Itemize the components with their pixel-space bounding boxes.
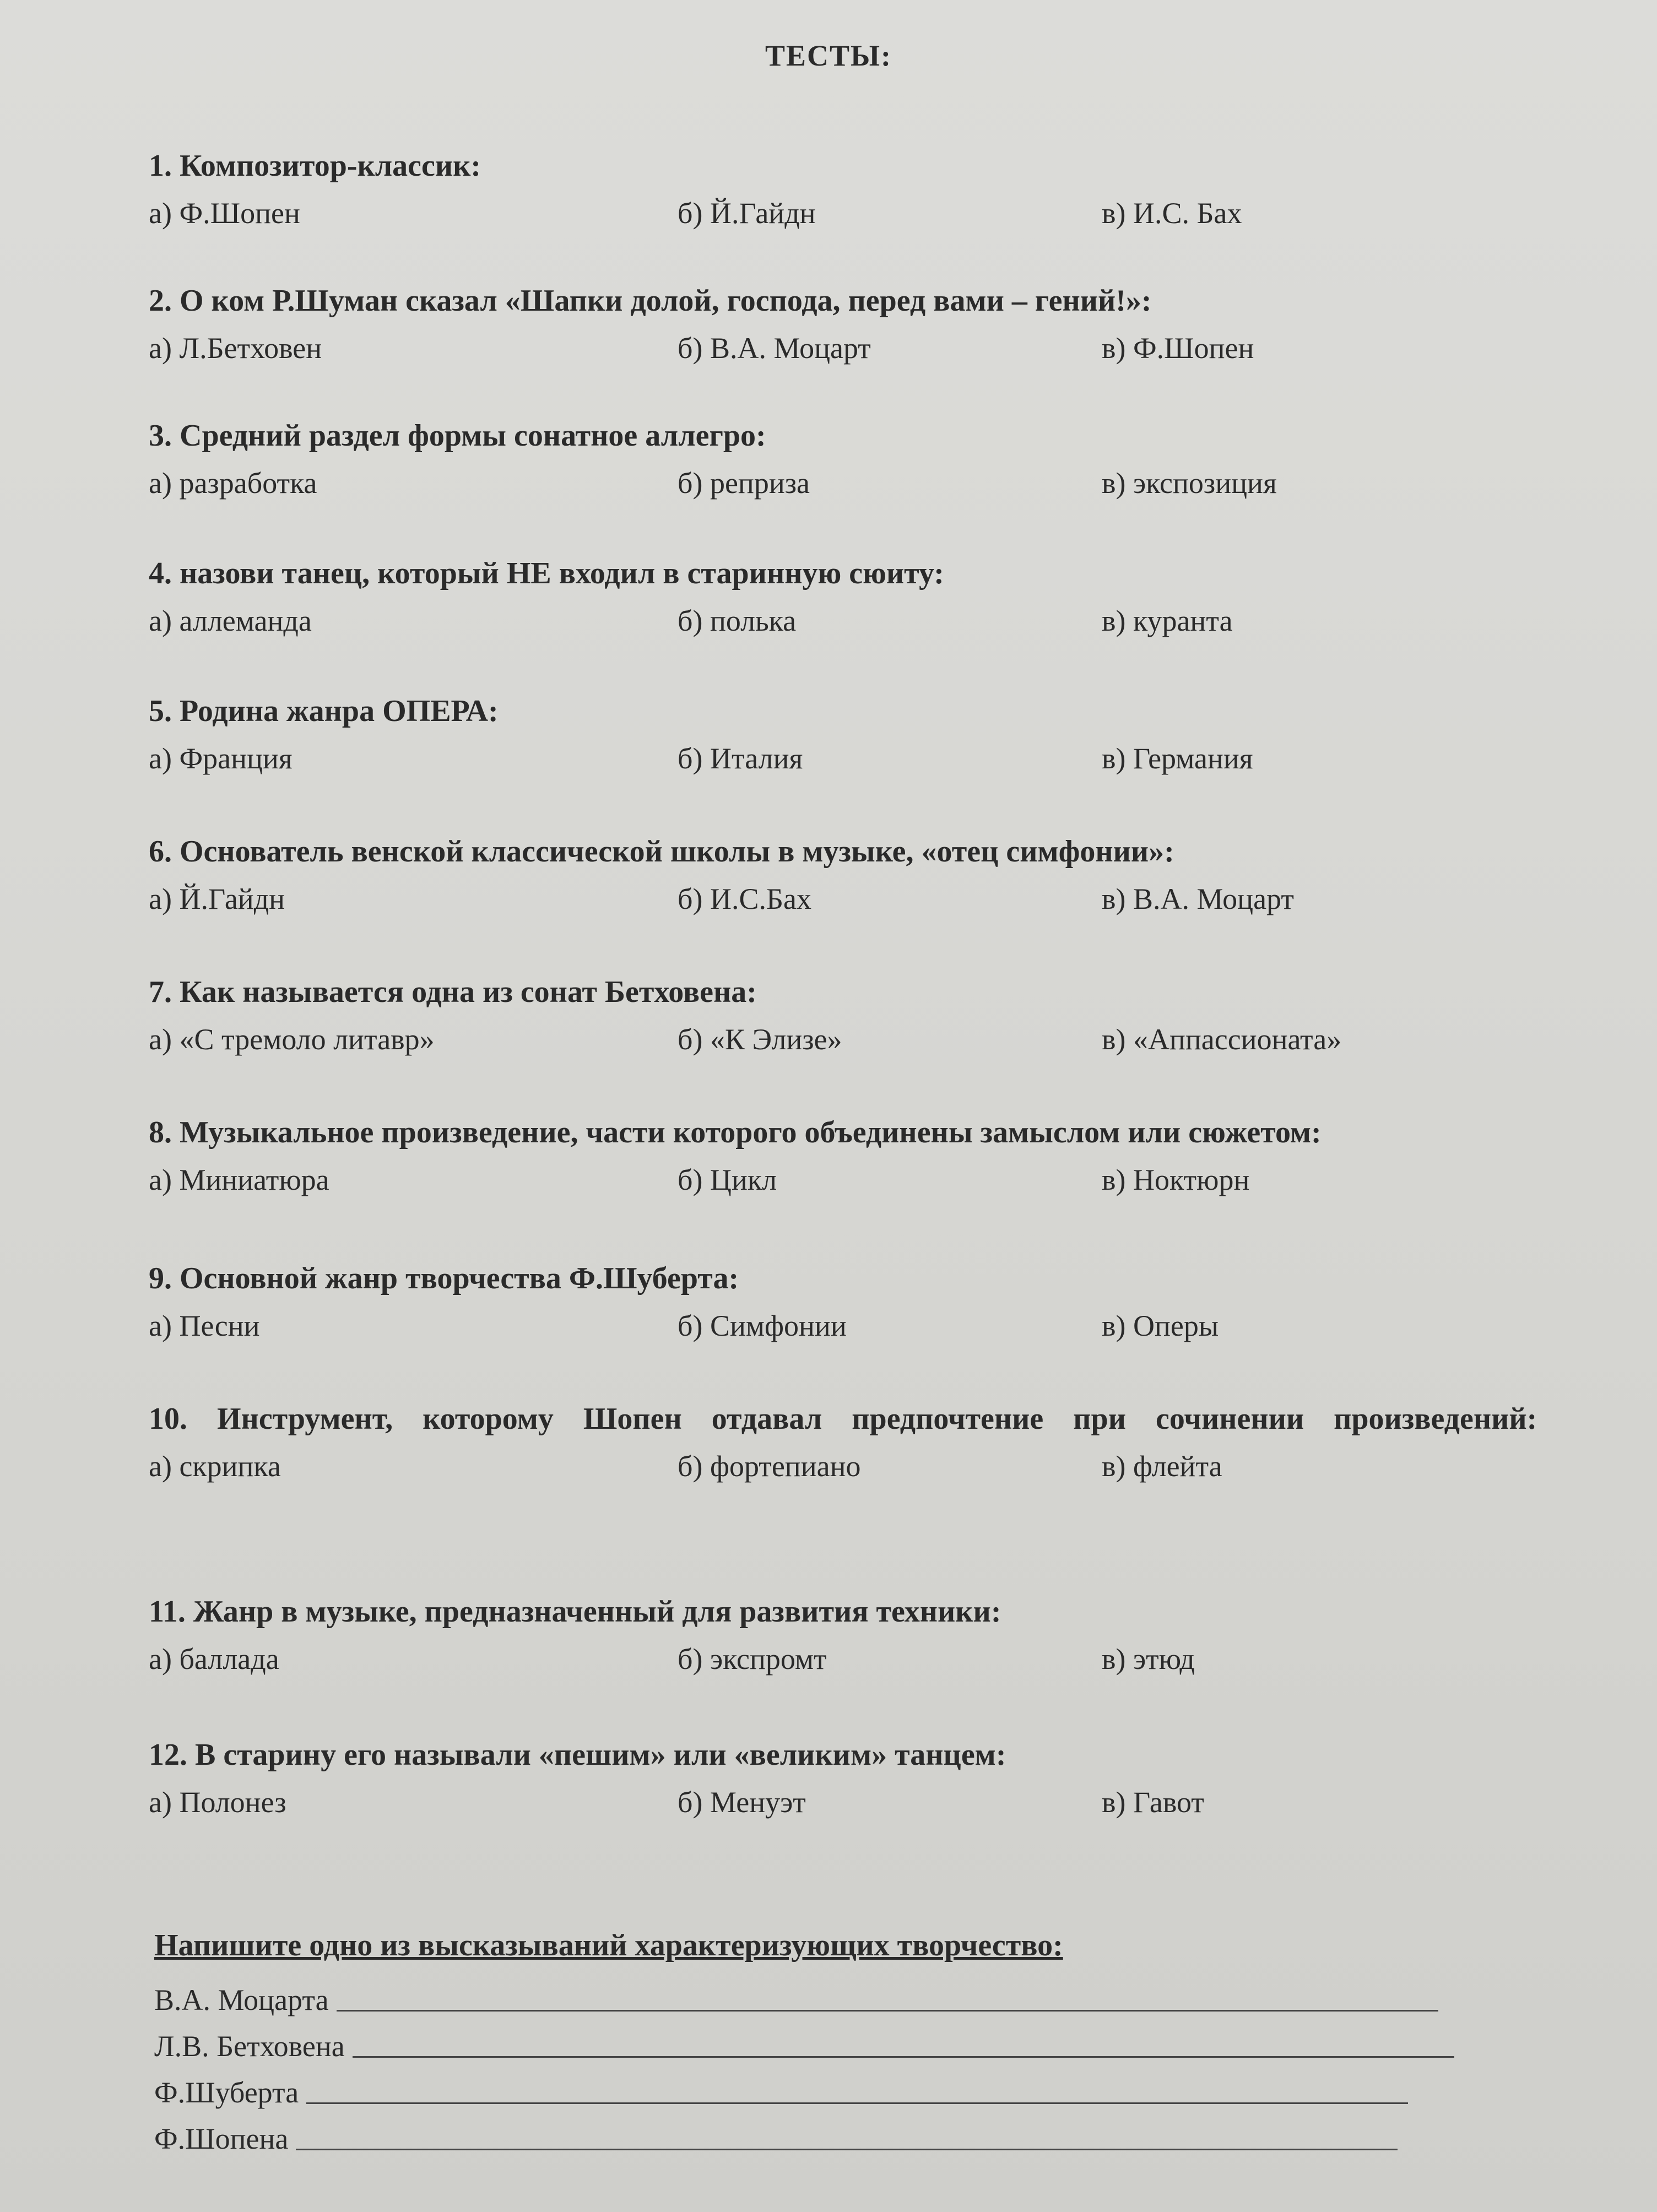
answer-blank[interactable] bbox=[296, 2149, 1398, 2150]
option-c[interactable]: в) Ноктюрн bbox=[1102, 1163, 1250, 1196]
answer-options bbox=[149, 466, 1559, 500]
answer-label: Л.В. Бетховена bbox=[154, 2030, 345, 2063]
answer-line-beethoven bbox=[154, 2017, 1542, 2063]
option-b[interactable]: б) Симфонии bbox=[678, 1309, 847, 1342]
page-title: ТЕСТЫ: bbox=[765, 39, 892, 72]
option-a[interactable]: а) Ф.Шопен bbox=[149, 196, 300, 230]
question-2 bbox=[149, 281, 1559, 365]
answer-options bbox=[149, 741, 1559, 776]
answer-options bbox=[149, 331, 1559, 365]
question-text: 6. Основатель венской классической школы в музыке, «отец симфонии»: bbox=[149, 834, 1174, 869]
option-a[interactable]: а) скрипка bbox=[149, 1449, 281, 1483]
option-a[interactable]: а) разработка bbox=[149, 466, 317, 500]
question-text: 9. Основной жанр творчества Ф.Шуберта: bbox=[149, 1261, 739, 1295]
question-text: 8. Музыкальное произведение, части которого объединены замыслом или сюжетом: bbox=[149, 1115, 1322, 1150]
question-4 bbox=[149, 554, 1559, 638]
option-c[interactable]: в) И.С. Бах bbox=[1102, 196, 1242, 230]
answer-options bbox=[149, 882, 1559, 916]
answer-label: Ф.Шопена bbox=[154, 2122, 289, 2155]
answer-label: В.А. Моцарта bbox=[154, 1983, 329, 2016]
question-12 bbox=[149, 1735, 1559, 1819]
task-heading: Напишите одно из высказываний характеризующих творчество: bbox=[154, 1928, 1063, 1962]
question-7 bbox=[149, 972, 1559, 1056]
question-1 bbox=[149, 146, 1559, 230]
question-9 bbox=[149, 1259, 1559, 1343]
question-6 bbox=[149, 832, 1559, 916]
option-a[interactable]: а) Франция bbox=[149, 741, 293, 775]
option-b[interactable]: б) И.С.Бах bbox=[678, 882, 811, 915]
option-b[interactable]: б) реприза bbox=[678, 466, 810, 500]
option-b[interactable]: б) Цикл bbox=[678, 1163, 777, 1196]
answer-line-chopin bbox=[154, 2110, 1542, 2156]
answer-options bbox=[149, 1449, 1559, 1483]
answer-line-schubert bbox=[154, 2063, 1542, 2110]
option-a[interactable]: а) Й.Гайдн bbox=[149, 882, 285, 915]
option-c[interactable]: в) флейта bbox=[1102, 1449, 1222, 1483]
option-b[interactable]: б) «К Элизе» bbox=[678, 1022, 842, 1056]
option-b[interactable]: б) полька bbox=[678, 604, 797, 637]
option-a[interactable]: а) Полонез bbox=[149, 1785, 286, 1819]
option-b[interactable]: б) Италия bbox=[678, 741, 803, 775]
question-10 bbox=[149, 1399, 1559, 1483]
question-text: 7. Как называется одна из сонат Бетховена: bbox=[149, 975, 757, 1009]
writing-task bbox=[154, 1928, 1542, 2156]
answer-blank[interactable] bbox=[306, 2102, 1408, 2104]
question-text: 3. Средний раздел формы сонатное аллегро: bbox=[149, 419, 766, 453]
answer-blank[interactable] bbox=[353, 2056, 1454, 2058]
option-a[interactable]: а) баллада bbox=[149, 1642, 279, 1676]
option-b[interactable]: б) Менуэт bbox=[678, 1785, 806, 1819]
answer-options bbox=[149, 604, 1559, 638]
option-c[interactable]: в) Оперы bbox=[1102, 1309, 1219, 1342]
answer-options bbox=[149, 1163, 1559, 1197]
answer-label: Ф.Шуберта bbox=[154, 2076, 299, 2109]
option-c[interactable]: в) Гавот bbox=[1102, 1785, 1204, 1819]
question-text: 4. назови танец, который НЕ входил в старинную сюиту: bbox=[149, 556, 944, 590]
answer-options bbox=[149, 1642, 1559, 1676]
question-5 bbox=[149, 691, 1559, 776]
option-c[interactable]: в) куранта bbox=[1102, 604, 1233, 637]
answer-options bbox=[149, 196, 1559, 230]
option-a[interactable]: а) аллеманда bbox=[149, 604, 312, 637]
option-c[interactable]: в) «Аппассионата» bbox=[1102, 1022, 1342, 1056]
option-a[interactable]: а) Песни bbox=[149, 1309, 260, 1342]
question-3 bbox=[149, 416, 1559, 500]
option-c[interactable]: в) этюд bbox=[1102, 1642, 1195, 1676]
question-text: 10. Инструмент, которому Шопен отдавал предпочтение при сочинении произведений: bbox=[149, 1402, 1537, 1436]
question-11 bbox=[149, 1592, 1559, 1676]
answer-blank[interactable] bbox=[337, 2010, 1438, 2012]
question-text: 2. О ком Р.Шуман сказал «Шапки долой, господа, перед вами – гений!»: bbox=[149, 284, 1152, 318]
option-b[interactable]: б) Й.Гайдн bbox=[678, 196, 816, 230]
option-c[interactable]: в) В.А. Моцарт bbox=[1102, 882, 1294, 915]
option-c[interactable]: в) экспозиция bbox=[1102, 466, 1277, 500]
answer-options bbox=[149, 1022, 1559, 1056]
option-a[interactable]: а) Л.Бетховен bbox=[149, 331, 322, 365]
answer-line-mozart bbox=[154, 1971, 1542, 2017]
question-8 bbox=[149, 1113, 1559, 1197]
question-text: 11. Жанр в музыке, предназначенный для развития техники: bbox=[149, 1595, 1001, 1629]
option-a[interactable]: а) «С тремоло литавр» bbox=[149, 1022, 435, 1056]
question-text: 12. В старину его называли «пешим» или «великим» танцем: bbox=[149, 1738, 1006, 1772]
option-b[interactable]: б) В.А. Моцарт bbox=[678, 331, 871, 365]
option-c[interactable]: в) Ф.Шопен bbox=[1102, 331, 1254, 365]
option-b[interactable]: б) фортепиано bbox=[678, 1449, 861, 1483]
option-c[interactable]: в) Германия bbox=[1102, 741, 1253, 775]
option-b[interactable]: б) экспромт bbox=[678, 1642, 827, 1676]
option-a[interactable]: а) Миниатюра bbox=[149, 1163, 329, 1196]
question-text: 1. Композитор-классик: bbox=[149, 149, 481, 183]
question-text: 5. Родина жанра ОПЕРА: bbox=[149, 694, 499, 728]
answer-options bbox=[149, 1309, 1559, 1343]
answer-options bbox=[149, 1785, 1559, 1819]
